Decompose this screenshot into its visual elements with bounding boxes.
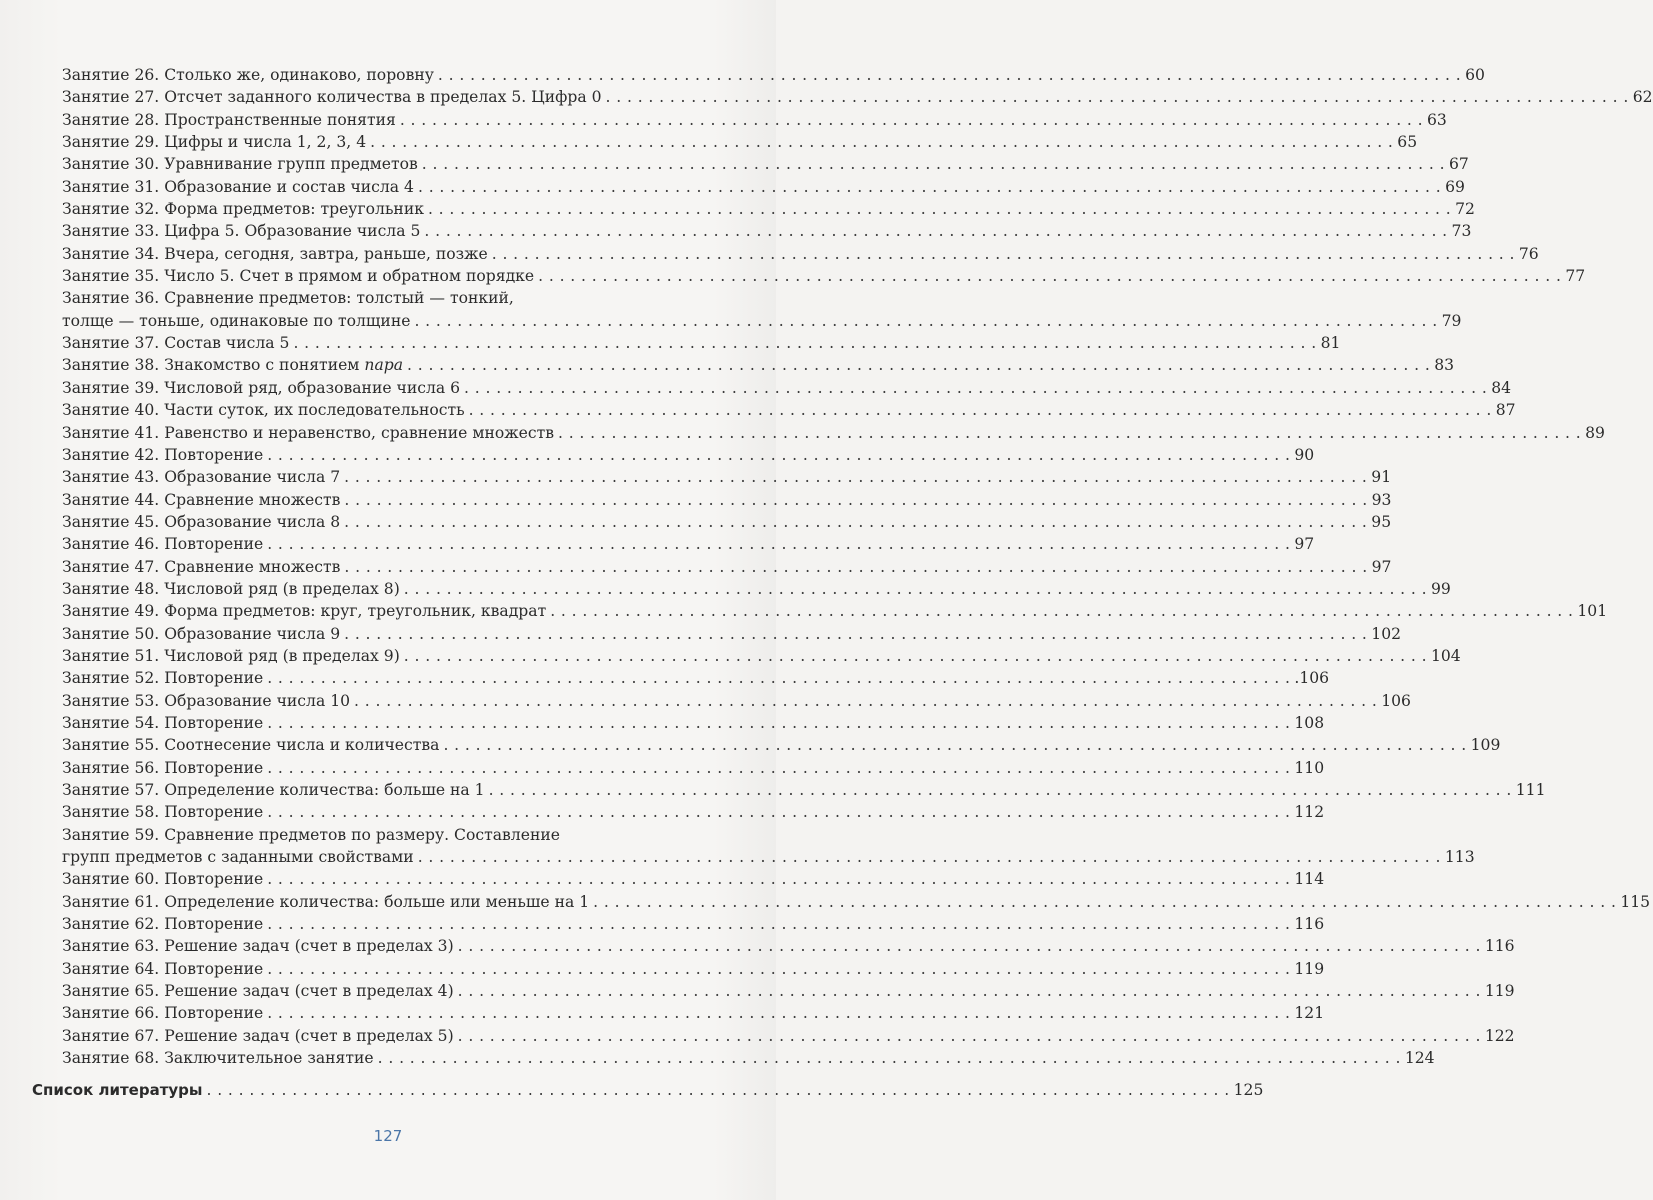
toc-entry <box>62 891 1651 913</box>
dot-leader <box>378 1047 1401 1069</box>
dot-leader <box>489 779 1512 801</box>
toc-entry-title: Занятие 65. Решение задач (счет в пределах 4) <box>62 982 454 1001</box>
toc-entry-page: 76 <box>1518 244 1539 263</box>
toc-entry-page: 112 <box>1294 803 1325 822</box>
toc-entry-title: Занятие 42. Повторение <box>62 445 264 464</box>
toc-entry-title: Занятие 43. Образование числа 7 <box>62 468 341 487</box>
toc-entry-page: 95 <box>1371 512 1392 531</box>
toc-entry <box>62 734 1501 756</box>
toc-entry-page: 60 <box>1465 66 1485 84</box>
toc-entry <box>62 198 1475 220</box>
dot-leader <box>558 422 1581 444</box>
toc-entry <box>62 958 1325 980</box>
toc-entry <box>62 220 1472 242</box>
toc-entry-title: Занятие 48. Числовой ряд (в пределах 8) <box>62 579 400 598</box>
toc-entry <box>62 422 1605 444</box>
toc-entry-page: 63 <box>1426 110 1447 129</box>
toc-entry <box>62 600 1608 622</box>
dot-leader <box>492 243 1515 265</box>
toc-entry-title-line1: Занятие 59. Сравнение предметов по размеру. Составление <box>62 825 560 844</box>
toc-entry-title: Занятие 46. Повторение <box>62 535 264 554</box>
dot-leader <box>414 310 1437 332</box>
toc-entry-page: 119 <box>1484 982 1515 1001</box>
toc-entry <box>62 801 1325 823</box>
dot-leader <box>428 198 1451 220</box>
toc-entry-page: 109 <box>1470 736 1501 755</box>
toc-entry-title: Занятие 33. Цифра 5. Образование числа 5 <box>62 222 421 241</box>
dot-leader <box>267 913 1290 935</box>
toc-group-b <box>62 377 1608 824</box>
toc-entry-title: Занятие 51. Числовой ряд (в пределах 9) <box>62 646 400 665</box>
toc-entry-title: Занятие 63. Решение задач (счет в пределах 3) <box>62 937 454 956</box>
toc-entry-title: Занятие 34. Вчера, сегодня, завтра, раньше, позже <box>62 244 488 263</box>
toc-entry <box>62 466 1392 488</box>
dot-leader <box>344 511 1367 533</box>
toc-entry <box>62 645 1461 667</box>
toc-group-a <box>62 64 1653 287</box>
dot-leader <box>344 489 1367 511</box>
toc-entry-page: 87 <box>1495 401 1516 420</box>
toc-entry <box>62 444 1315 466</box>
dot-leader <box>593 891 1616 913</box>
toc-entry-page: 67 <box>1448 155 1469 174</box>
table-of-contents <box>62 64 1653 1069</box>
toc-entry <box>62 690 1411 712</box>
toc-entry-page: 79 <box>1441 311 1462 330</box>
toc-entry-page: 99 <box>1430 579 1451 598</box>
toc-entry-page: 110 <box>1294 758 1325 777</box>
toc-entry <box>62 667 1330 689</box>
toc-entry <box>62 1002 1325 1024</box>
toc-entry-title: Занятие 44. Сравнение множеств <box>62 490 341 509</box>
dot-leader <box>404 578 1427 600</box>
toc-entry-title: Занятие 28. Пространственные понятия <box>62 110 396 129</box>
toc-entry-page: 122 <box>1484 1026 1515 1045</box>
dot-leader <box>407 354 1430 376</box>
bibliography-page: 125 <box>1233 1081 1264 1099</box>
toc-entry-title: Занятие 58. Повторение <box>62 803 264 822</box>
toc-entry-59 <box>62 824 1475 869</box>
toc-entry-page: 124 <box>1404 1049 1435 1068</box>
dot-leader <box>344 556 1367 578</box>
toc-entry-title: Занятие 31. Образование и состав числа 4 <box>62 177 414 196</box>
toc-entry-title <box>62 354 403 376</box>
bibliography-title: Список литературы <box>32 1081 203 1099</box>
toc-entry <box>62 153 1469 175</box>
toc-entry-page: 121 <box>1294 1004 1325 1023</box>
toc-entry-title: Занятие 49. Форма предметов: круг, треугольник, квадрат <box>62 602 547 621</box>
toc-entry-page: 114 <box>1294 870 1325 889</box>
dot-leader <box>267 444 1290 466</box>
toc-entry-title: Занятие 60. Повторение <box>62 870 264 889</box>
toc-entry <box>62 757 1325 779</box>
toc-entry-title: Занятие 41. Равенство и неравенство, сравнение множеств <box>62 423 554 442</box>
toc-entry-title: Занятие 57. Определение количества: больше на 1 <box>62 781 485 799</box>
toc-entry-title: Занятие 64. Повторение <box>62 959 264 978</box>
toc-entry-page: 106 <box>1381 691 1411 710</box>
dot-leader <box>344 466 1367 488</box>
toc-entry-title: Занятие 35. Число 5. Счет в прямом и обратном порядке <box>62 267 535 286</box>
toc-entry-title: Занятие 61. Определение количества: больше или меньше на 1 <box>62 892 590 911</box>
toc-entry <box>62 1025 1515 1047</box>
dot-leader <box>422 153 1445 175</box>
toc-entry-page: 108 <box>1294 713 1325 732</box>
toc-entry-title: Занятие 68. Заключительное занятие <box>62 1049 374 1068</box>
dot-leader <box>418 846 1441 868</box>
toc-entry-page: 116 <box>1294 915 1325 934</box>
toc-entry-title: Занятие 39. Числовой ряд, образование числа 6 <box>62 378 461 397</box>
toc-entry-page: 116 <box>1484 937 1515 956</box>
dot-leader <box>344 623 1367 645</box>
toc-entry-title-italic: пара <box>364 356 404 375</box>
toc-entry-page: 90 <box>1294 445 1315 464</box>
toc-entry <box>62 243 1539 265</box>
toc-entry-page: 89 <box>1585 423 1605 442</box>
toc-entry-page: 72 <box>1455 200 1475 219</box>
dot-leader <box>424 220 1447 242</box>
toc-entry-38 <box>62 354 1455 376</box>
toc-entry-title-line2: толще — тоньше, одинаковые по толщине <box>62 311 411 330</box>
toc-entry-title: Занятие 50. Образование числа 9 <box>62 624 341 643</box>
toc-entry <box>62 109 1447 131</box>
dot-leader <box>443 734 1466 756</box>
dot-leader <box>550 600 1573 622</box>
toc-entry-title: Занятие 27. Отсчет заданного количества в пределах 5. Цифра 0 <box>62 88 602 107</box>
dot-leader <box>267 712 1290 734</box>
toc-entry <box>62 1047 1435 1069</box>
toc-entry-page: 83 <box>1434 356 1455 375</box>
toc-entry <box>62 377 1512 399</box>
toc-entry-page: 119 <box>1294 959 1325 978</box>
toc-entry-page: 101 <box>1577 602 1608 621</box>
toc-entry <box>62 578 1451 600</box>
toc-entry-title: Занятие 55. Соотнесение числа и количества <box>62 736 440 755</box>
toc-entry-page: 111 <box>1515 781 1546 799</box>
toc-entry-page: 65 <box>1397 133 1418 152</box>
dot-leader <box>267 533 1290 555</box>
toc-entry <box>62 623 1402 645</box>
toc-entry <box>62 913 1325 935</box>
dot-leader <box>354 690 1377 712</box>
page-number: 127 <box>373 1127 403 1145</box>
toc-entry-page: 69 <box>1445 177 1465 196</box>
toc-entry <box>62 399 1516 421</box>
toc-entry-page: 62 <box>1632 88 1653 107</box>
toc-entry <box>62 265 1586 287</box>
toc-entry <box>62 86 1653 108</box>
toc-entry-page: 73 <box>1451 222 1472 241</box>
toc-entry <box>62 712 1325 734</box>
toc-entry <box>62 64 1485 86</box>
toc-entry-page: 104 <box>1430 646 1461 665</box>
toc-entry-page: 102 <box>1371 624 1402 643</box>
dot-leader <box>458 1025 1481 1047</box>
dot-leader <box>267 801 1290 823</box>
toc-entry <box>62 176 1465 198</box>
toc-entry-page: 77 <box>1565 267 1586 286</box>
toc-entry <box>62 935 1515 957</box>
toc-entry-36 <box>62 287 1462 332</box>
bibliography-entry <box>32 1079 1264 1101</box>
dot-leader <box>267 958 1290 980</box>
dot-leader <box>267 1002 1290 1024</box>
toc-entry-page: 91 <box>1371 468 1392 487</box>
toc-entry-title: Занятие 56. Повторение <box>62 758 264 777</box>
toc-entry-page: .106 <box>1294 669 1330 688</box>
toc-entry-title: Занятие 67. Решение задач (счет в пределах 5) <box>62 1026 454 1045</box>
dot-leader <box>267 667 1290 689</box>
dot-leader <box>464 377 1487 399</box>
toc-entry-page: 93 <box>1371 490 1392 509</box>
toc-entry-title: Занятие 52. Повторение <box>62 669 264 688</box>
toc-entry <box>62 131 1418 153</box>
toc-entry <box>62 980 1515 1002</box>
dot-leader <box>469 399 1492 421</box>
toc-entry-title: Занятие 32. Форма предметов: треугольник <box>62 200 424 219</box>
toc-entry-title: Занятие 66. Повторение <box>62 1004 264 1023</box>
dot-leader <box>458 980 1481 1002</box>
toc-entry-page: 81 <box>1320 334 1341 353</box>
dot-leader <box>293 332 1316 354</box>
toc-entry-title-prefix: Занятие 38. Знакомство с понятием <box>62 356 365 375</box>
toc-entry-page: 97 <box>1371 557 1392 576</box>
toc-entry-title: Занятие 26. Столько же, одинаково, поровну <box>62 66 434 84</box>
dot-leader <box>370 131 1393 153</box>
toc-entry-title: Занятие 45. Образование числа 8 <box>62 512 341 531</box>
toc-entry-title-line1: Занятие 36. Сравнение предметов: толстый — тонкий, <box>62 289 514 308</box>
toc-entry-title: Занятие 37. Состав числа 5 <box>62 334 290 353</box>
dot-leader <box>206 1079 1229 1101</box>
dot-leader <box>404 645 1427 667</box>
toc-entry <box>62 868 1325 890</box>
toc-entry-title: Занятие 54. Повторение <box>62 713 264 732</box>
toc-entry-title: Занятие 47. Сравнение множеств <box>62 557 341 576</box>
toc-entry-title: Занятие 30. Уравнивание групп предметов <box>62 155 418 174</box>
toc-entry-title: Занятие 29. Цифры и числа 1, 2, 3, 4 <box>62 133 367 152</box>
dot-leader <box>400 109 1423 131</box>
toc-entry <box>62 779 1546 801</box>
toc-entry-title-line2: групп предметов с заданными свойствами <box>62 848 414 867</box>
toc-entry-37 <box>62 332 1341 354</box>
toc-entry-page: 113 <box>1444 848 1475 867</box>
toc-entry-page: 84 <box>1491 378 1512 397</box>
dot-leader <box>267 757 1290 779</box>
toc-group-c <box>62 868 1651 1069</box>
toc-entry <box>62 556 1392 578</box>
dot-leader <box>267 868 1290 890</box>
toc-entry-title: Занятие 62. Повторение <box>62 915 264 934</box>
dot-leader <box>606 86 1629 108</box>
toc-entry <box>62 489 1392 511</box>
dot-leader <box>418 176 1441 198</box>
toc-entry-title: Занятие 40. Части суток, их последовательность <box>62 401 465 420</box>
dot-leader <box>538 265 1561 287</box>
dot-leader <box>438 64 1461 86</box>
toc-entry <box>62 511 1392 533</box>
toc-entry-page: 115 <box>1620 892 1651 911</box>
toc-entry-title: Занятие 53. Образование числа 10 <box>62 691 351 710</box>
dot-leader <box>458 935 1481 957</box>
toc-entry <box>62 533 1315 555</box>
toc-entry-page: 97 <box>1294 535 1315 554</box>
